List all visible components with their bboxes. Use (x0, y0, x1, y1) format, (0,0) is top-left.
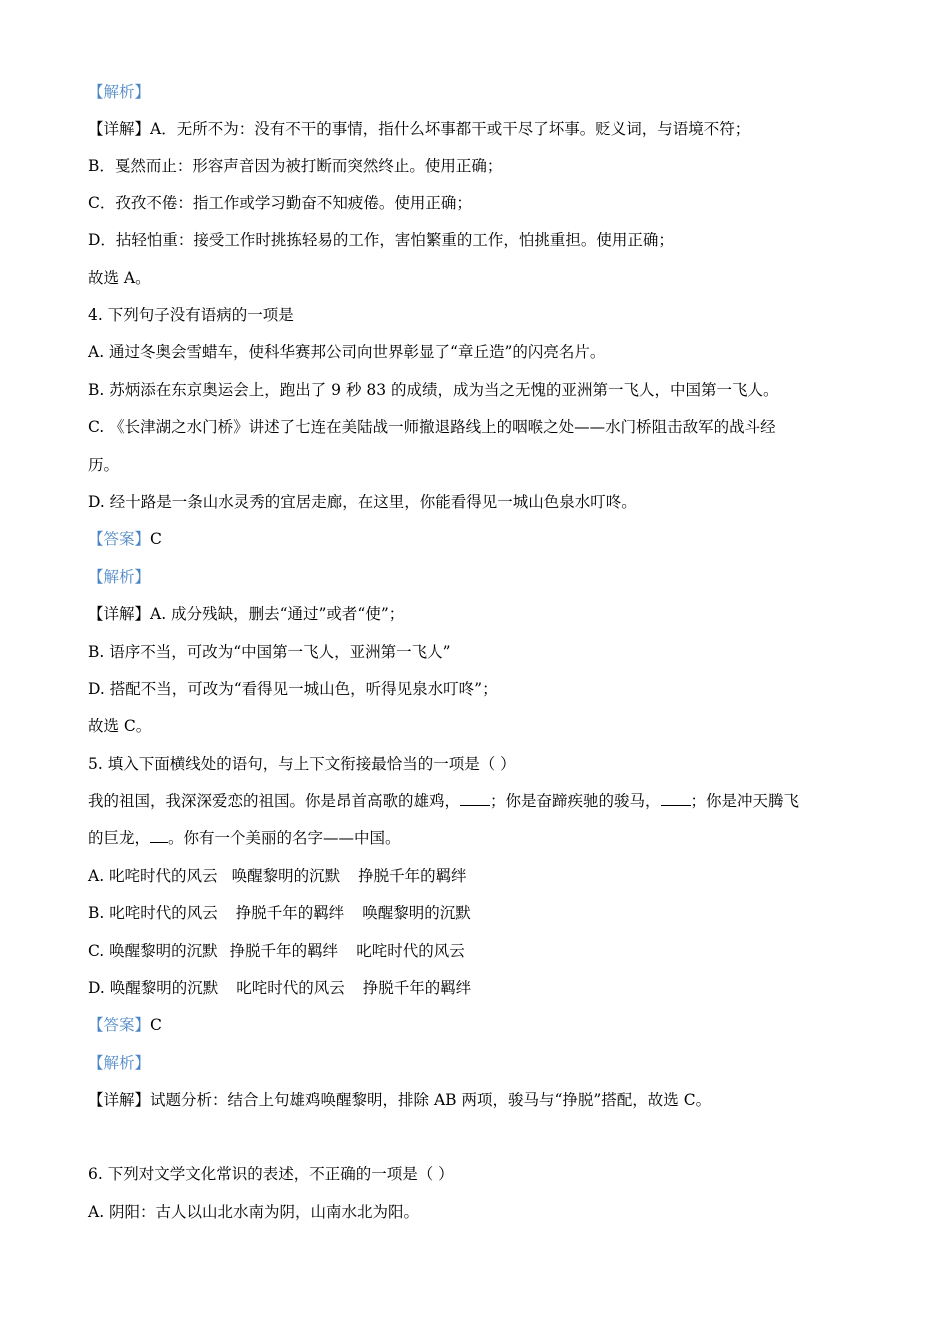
q5-option-b: B. 叱咤时代的风云 挣脱千年的羁绊 唤醒黎明的沉默 (88, 904, 471, 922)
q4-option-a: A. 通过冬奥会雪蜡车，使科华赛邦公司向世界彰显了“章丘造”的闪亮名片。 (88, 343, 606, 361)
q4-option-b: B. 苏炳添在东京奥运会上，跑出了 9 秒 83 的成绩，成为当之无愧的亚洲第一飞人，中国第一飞人。 (88, 381, 779, 399)
q4-detail-b: B. 语序不当，可改为“中国第一飞人，亚洲第一飞人” (88, 643, 451, 661)
q5-detail: 【详解】试题分析：结合上句雄鸡唤醒黎明，排除 AB 两项，骏马与“挣脱”搭配，故选 C。 (88, 1091, 712, 1109)
q6-question: 6. 下列对文学文化常识的表述，不正确的一项是（ ） (88, 1165, 454, 1183)
q3-detail-a: 【详解】A．无所不为：没有不干的事情，指什么坏事都干或干尽了坏事。贬义词，与语境不符； (88, 120, 751, 138)
q3-jiexi-tag: 【解析】 (88, 83, 151, 101)
fill-blank-3 (150, 828, 168, 843)
detail-tag: 【详解】 (88, 120, 151, 138)
q4-detail-a: 【详解】A. 成分残缺，删去“通过”或者“使”； (88, 605, 405, 623)
q4-conclusion: 故选 C。 (88, 717, 152, 735)
q5-answer (88, 1015, 868, 1035)
q4-option-c-line1: C. 《长津湖之水门桥》讲述了七连在美陆战一师撤退路线上的咽喉之处——水门桥阻击敌军的战斗经 (88, 418, 776, 436)
q5-option-c: C. 唤醒黎明的沉默 挣脱千年的羁绊 叱咤时代的风云 (88, 942, 465, 960)
fill-blank-2 (661, 791, 691, 806)
q4-answer (88, 529, 868, 549)
q5-option-d: D. 唤醒黎明的沉默 叱咤时代的风云 挣脱千年的羁绊 (88, 979, 472, 997)
q5-passage-line1: 我的祖国，我深深爱恋的祖国。你是昂首高歌的雄鸡， ；你是奋蹄疾驰的骏马， ；你是冲天腾飞 (88, 792, 800, 810)
answer-tag: 【答案】 (88, 530, 151, 548)
answer-value: C (150, 1016, 162, 1034)
answer-value: C (150, 530, 162, 548)
q6-option-a: A. 阴阳：古人以山北水南为阴，山南水北为阳。 (88, 1203, 420, 1221)
detail-tag: 【详解】 (88, 605, 151, 623)
q5-question: 5. 填入下面横线处的语句，与上下文衔接最恰当的一项是（ ） (88, 755, 516, 773)
q4-option-d: D. 经十路是一条山水灵秀的宜居走廊，在这里，你能看得见一城山色泉水叮咚。 (88, 493, 637, 511)
q3-conclusion: 故选 A。 (88, 269, 151, 287)
detail-tag: 【详解】 (88, 1091, 151, 1109)
q4-option-c-line2: 历。 (88, 456, 120, 474)
q4-jiexi-tag: 【解析】 (88, 568, 151, 586)
q5-option-a: A. 叱咤时代的风云 唤醒黎明的沉默 挣脱千年的羁绊 (88, 867, 467, 885)
q5-passage-line2: 的巨龙， 。你有一个美丽的名字——中国。 (88, 829, 401, 847)
q3-detail-c: C．孜孜不倦：指工作或学习勤奋不知疲倦。使用正确； (88, 194, 472, 212)
fill-blank-1 (460, 791, 490, 806)
answer-tag: 【答案】 (88, 1016, 151, 1034)
q3-detail-d: D．拈轻怕重：接受工作时挑拣轻易的工作，害怕繁重的工作，怕挑重担。使用正确； (88, 231, 674, 249)
q4-question: 4. 下列句子没有语病的一项是 (88, 306, 294, 324)
q3-detail-b: B．戛然而止：形容声音因为被打断而突然终止。使用正确； (88, 157, 503, 175)
q4-detail-d: D. 搭配不当，可改为“看得见一城山色，听得见泉水叮咚”； (88, 680, 498, 698)
q5-jiexi-tag: 【解析】 (88, 1054, 151, 1072)
